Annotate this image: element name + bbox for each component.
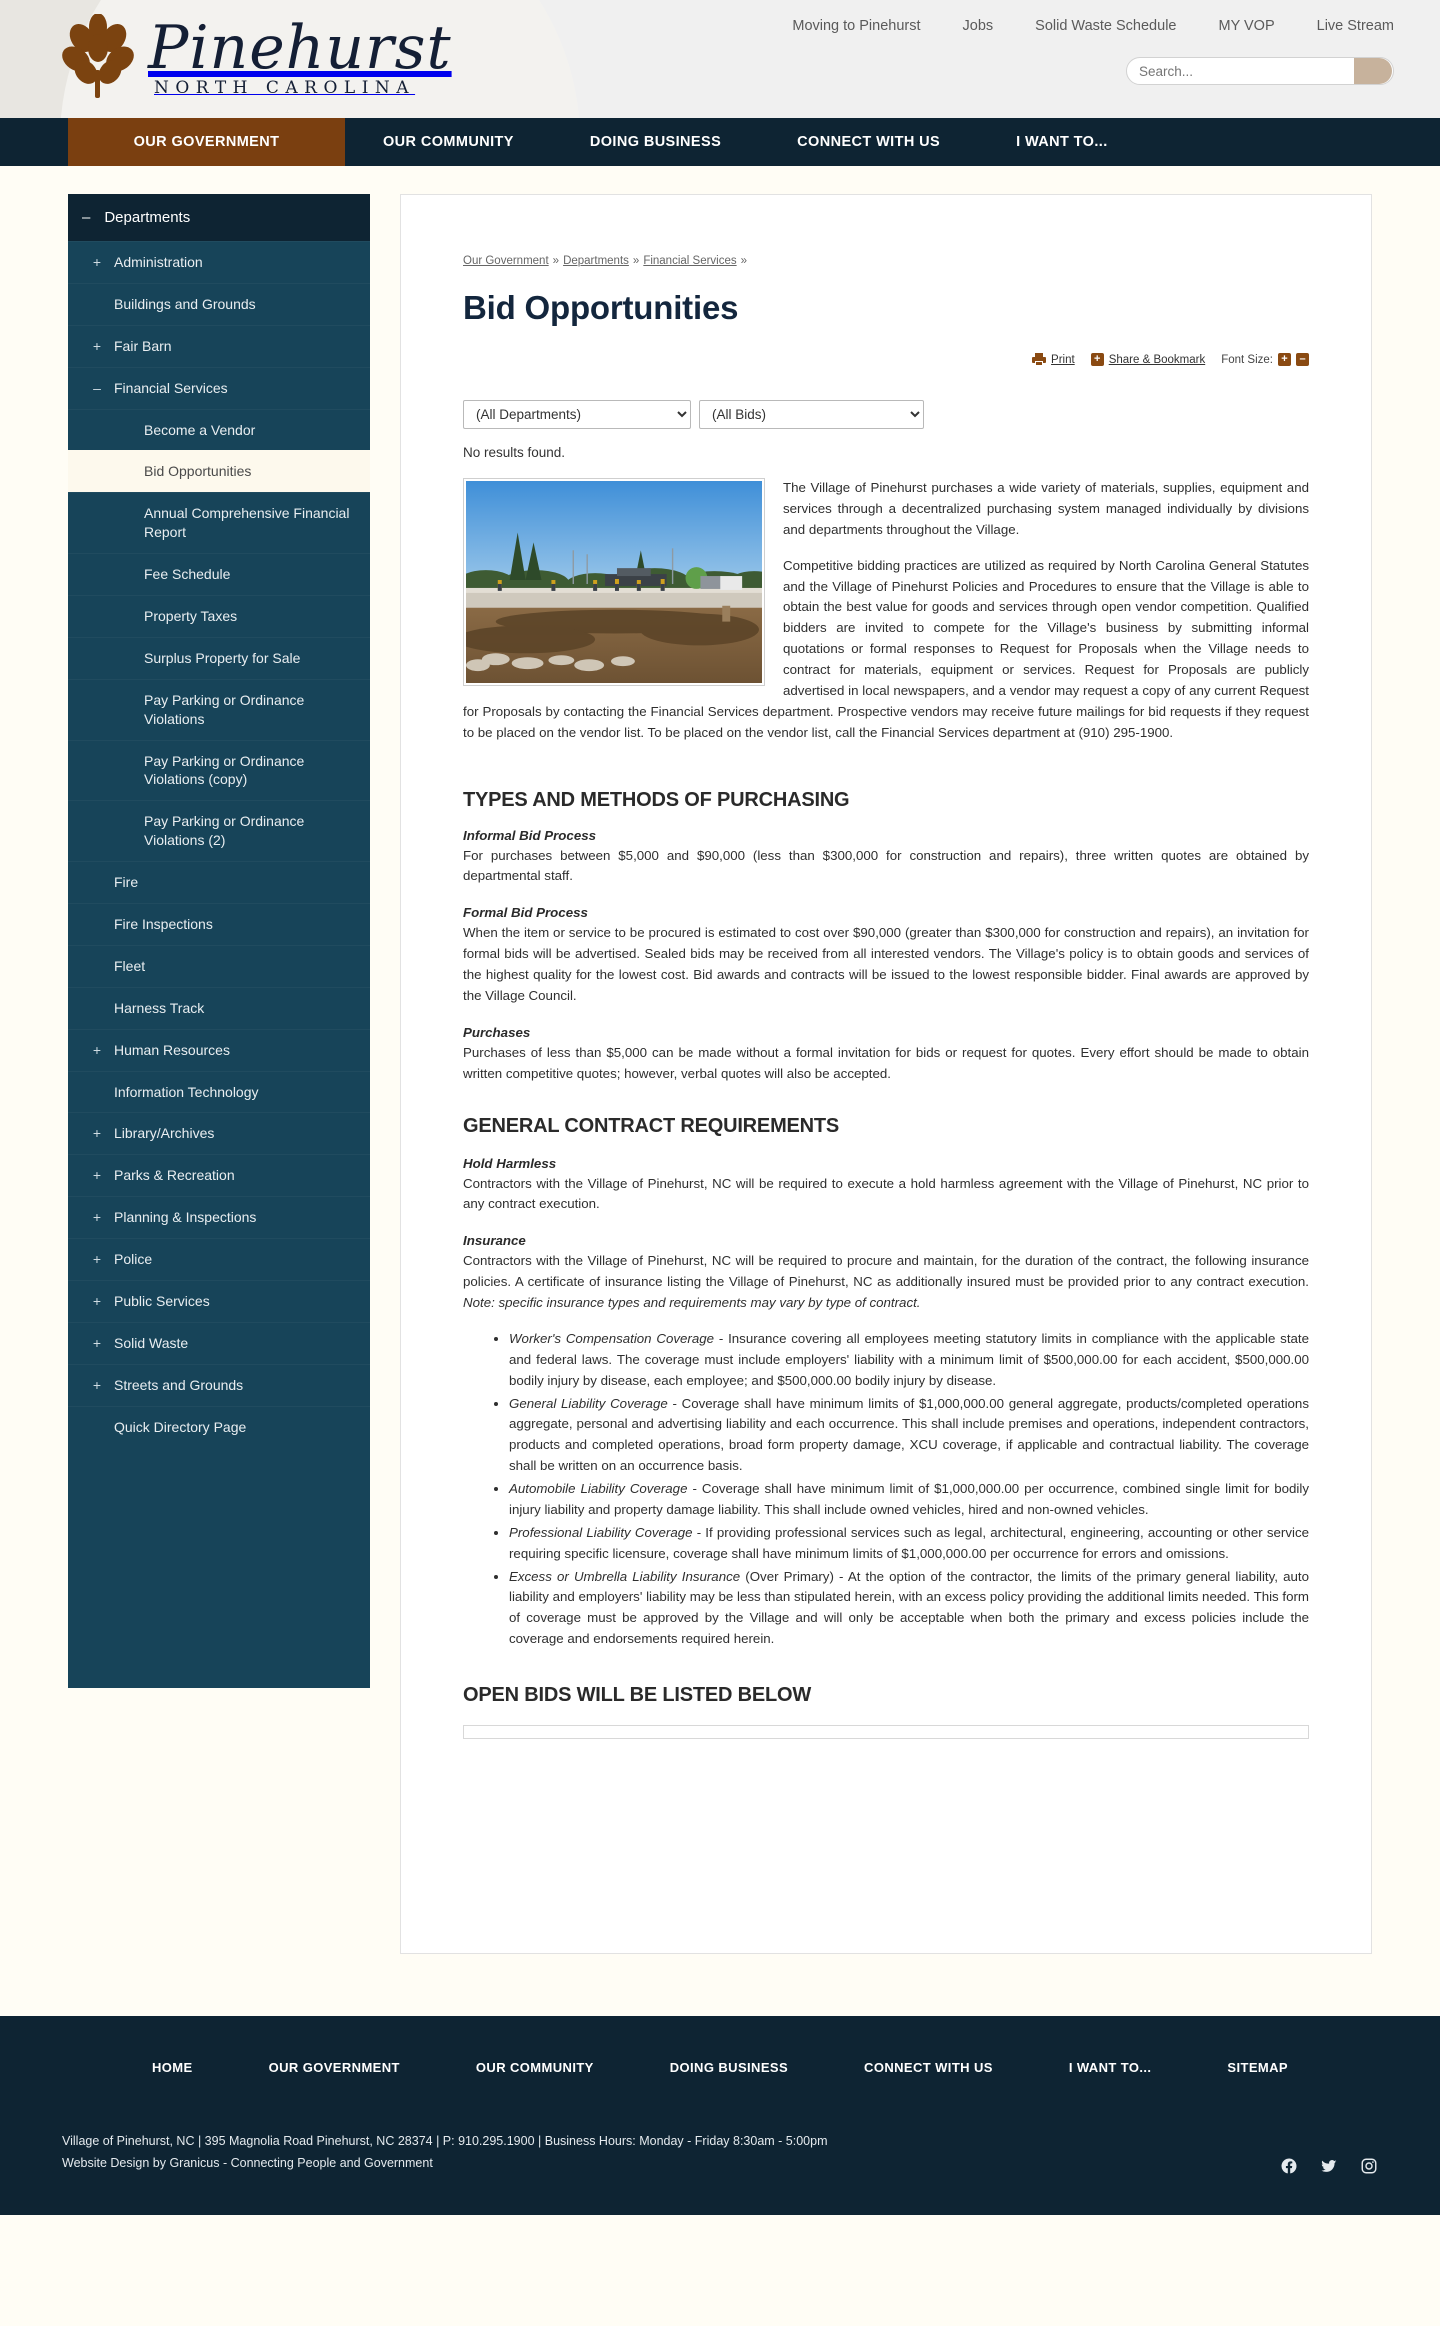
share-label[interactable]: Share & Bookmark: [1108, 353, 1206, 366]
footer-nav: [0, 2060, 1440, 2075]
search-button[interactable]: [1354, 58, 1392, 84]
sidebar-item-label: Planning & Inspections: [114, 1209, 257, 1226]
construction-site-photo: [463, 478, 765, 686]
expand-icon[interactable]: +: [92, 1293, 102, 1310]
sidebar-item-bid-opportunities[interactable]: [68, 450, 370, 492]
purchases-body: Purchases of less than $5,000 can be made without a formal invitation for bids or request for quotes. Every effort should be made to obtain written competitive quotes; however, verbal quotes will also be accepted.: [463, 1044, 1309, 1081]
sidebar-item-label: Parks & Recreation: [114, 1167, 235, 1184]
font-size-label: Font Size:: [1221, 353, 1273, 366]
sidebar-item-label: Information Technology: [114, 1083, 259, 1100]
sidebar-item-label: Annual Comprehensive Financial Report: [144, 505, 350, 541]
sidebar-item-label: Financial Services: [114, 379, 228, 396]
hold-harmless-title: Hold Harmless: [463, 1155, 557, 1171]
footer-nav-item-sitemap[interactable]: SITEMAP: [1227, 2060, 1288, 2075]
sidebar-item-label: Pay Parking or Ordinance Violations: [144, 691, 305, 727]
pinecone-icon: [62, 14, 136, 100]
print-action[interactable]: [1032, 353, 1075, 366]
footer-nav-item-doing-business[interactable]: DOING BUSINESS: [669, 2060, 789, 2075]
sidebar-item-label: Buildings and Grounds: [114, 295, 256, 312]
sidebar-item-streets-and-grounds[interactable]: [68, 1364, 370, 1406]
utility-nav-item-solid-waste[interactable]: Solid Waste Schedule: [1035, 18, 1177, 34]
sidebar-item-pay-parking-or-ordinance-violations-2[interactable]: [68, 800, 370, 861]
sidebar-item-become-a-vendor[interactable]: [68, 409, 370, 451]
main-nav: [0, 118, 1440, 166]
insurance-coverage-list: [463, 1329, 1309, 1650]
footer-nav-item-i-want-to[interactable]: I WANT TO...: [1068, 2060, 1152, 2075]
footer-gap: [0, 1954, 1440, 2016]
brand-state: NORTH CAROLINA: [154, 77, 416, 98]
twitter-icon[interactable]: [1320, 2157, 1338, 2175]
font-increase-button[interactable]: +: [1278, 353, 1291, 366]
footer-credit-line: Website Design by Granicus - Connecting People and Government: [62, 2155, 433, 2170]
facebook-icon[interactable]: [1280, 2157, 1298, 2175]
expand-icon[interactable]: +: [92, 1125, 102, 1142]
sidebar-item-label: Harness Track: [114, 999, 205, 1016]
sidebar-item-planning-inspections[interactable]: [68, 1196, 370, 1238]
sidebar-header-departments[interactable]: [68, 194, 370, 241]
coverage-term: Automobile Liability Coverage: [509, 1481, 688, 1496]
sidebar-item-pay-parking-or-ordinance-violations[interactable]: [68, 679, 370, 740]
expand-icon[interactable]: +: [92, 254, 102, 270]
sidebar-item-label: Public Services: [114, 1293, 210, 1310]
wordmark: [148, 12, 452, 98]
breadcrumb-separator: »: [552, 255, 560, 267]
main-nav-item-our-government[interactable]: OUR GOVERNMENT: [68, 118, 345, 166]
sidebar-item-library-archives[interactable]: [68, 1112, 370, 1154]
coverage-list-item: [509, 1567, 1309, 1651]
main-nav-item-i-want-to[interactable]: I WANT TO...: [1016, 134, 1108, 150]
instagram-icon[interactable]: [1360, 2157, 1378, 2175]
coverage-list-item: [509, 1329, 1309, 1392]
open-bids-section: [463, 1684, 1309, 1739]
sidebar-item-label: Fleet: [114, 957, 146, 974]
breadcrumb: [463, 255, 1309, 267]
breadcrumb-item-departments[interactable]: Departments: [563, 255, 629, 267]
coverage-text: (Over Primary) - At the option of the contractor, the limits of the primary general liability, auto liability and employers' liability may be less than stipulated herein, with an excess policy providing the additional limits needed. This form of coverage must be approved by the Village and will only be acceptable when both the primary and excess policies include the coverage and endorsements required herein.: [509, 1568, 1309, 1647]
sidebar-item-information-technology[interactable]: [68, 1071, 370, 1113]
page-title: Bid Opportunities: [463, 289, 739, 326]
bids-filter-select[interactable]: [699, 400, 924, 429]
main-nav-item-connect-with-us[interactable]: CONNECT WITH US: [797, 134, 941, 150]
page-toolbar: [463, 353, 1309, 366]
share-icon: +: [1091, 353, 1104, 366]
printer-icon: [1032, 353, 1046, 366]
sidebar-item-label: Library/Archives: [114, 1125, 215, 1142]
font-size-control: [1221, 353, 1309, 366]
footer: [0, 2016, 1440, 2215]
expand-icon[interactable]: +: [92, 1167, 102, 1184]
coverage-term: General Liability Coverage: [509, 1395, 668, 1411]
expand-icon[interactable]: +: [92, 1209, 102, 1226]
sidebar-item-label: Property Taxes: [144, 608, 238, 625]
sidebar-item-fire-inspections[interactable]: [68, 903, 370, 945]
expand-icon[interactable]: +: [92, 1251, 102, 1268]
purchasing-heading: TYPES AND METHODS OF PURCHASING: [463, 788, 850, 811]
collapse-icon[interactable]: –: [93, 379, 101, 396]
sidebar-item-buildings-and-grounds[interactable]: [68, 283, 370, 325]
utility-nav-item-moving[interactable]: Moving to Pinehurst: [792, 18, 921, 34]
expand-icon[interactable]: +: [92, 1041, 102, 1058]
sidebar-item-label: Pay Parking or Ordinance Violations (copy): [144, 752, 305, 788]
intro-paragraph-2: Competitive bidding practices are utilized as required by North Carolina General Statutes and the Village of Pinehurst Policies and Procedures to ensure that the Village is able to obtain the best value for goods and services through open vendor competition. Qualified bidders are invited to compete for the Village's business by submitting informal quotations or formal responses to Request for Proposals when the Village needs to contract for materials, equipment or services. Request for Proposals are publicly advertised in local newspapers, and a vendor may request a copy of any current Request for Proposals by contacting the Financial Services department. Prospective vendors may receive future mailings for bid requests if they request to be placed on the vendor list. To be placed on the vendor list, call the Financial Services department at (910) 295-1900.: [463, 557, 1309, 740]
footer-info: [0, 2131, 1440, 2215]
sidebar-item-fair-barn[interactable]: [68, 325, 370, 367]
no-results-message: No results found.: [463, 445, 566, 460]
sidebar-item-label: Streets and Grounds: [114, 1376, 244, 1393]
sidebar-item-label: Surplus Property for Sale: [144, 649, 301, 666]
sidebar-item-label: Fair Barn: [114, 337, 172, 354]
breadcrumb-separator: »: [632, 255, 640, 267]
breadcrumb-separator: »: [740, 255, 748, 267]
intro-paragraph-1: The Village of Pinehurst purchases a wide variety of materials, supplies, equipment and services through a decentralized purchasing system managed individually by divisions and departments throughout the Village.: [783, 480, 1309, 537]
social-links: [1280, 2157, 1378, 2175]
search-input[interactable]: [1127, 64, 1354, 79]
coverage-list-item: [509, 1479, 1309, 1521]
sidebar-item-label: Pay Parking or Ordinance Violations (2): [144, 813, 305, 849]
sidebar-item-solid-waste[interactable]: [68, 1322, 370, 1364]
print-label[interactable]: Print: [1051, 353, 1075, 366]
page-body: [0, 166, 1440, 1954]
sidebar-item-quick-directory-page[interactable]: [68, 1406, 370, 1448]
hold-harmless-body: Contractors with the Village of Pinehurst, NC will be required to execute a hold harmless agreement with the Village of Pinehurst, NC prior to any contract execution.: [463, 1175, 1309, 1212]
font-decrease-button[interactable]: –: [1296, 353, 1309, 366]
sidebar-item-administration[interactable]: [68, 241, 370, 283]
intro-section: [463, 478, 1309, 759]
sidebar-item-fire[interactable]: [68, 861, 370, 903]
coverage-text: - Insurance covering all employees meeting statutory limits in compliance with the applicable state and federal laws. The coverage must include employers' liability with a minimum limit of $500,000.00 for each accident, $500,000.00 bodily injury by disease, each employee; and $500,000.00 bodily injury by disease.: [509, 1330, 1309, 1388]
insurance-body-text: Contractors with the Village of Pinehurst, NC will be required to procure and maintain, for the duration of the contract, the following insurance policies. A certificate of insurance listing the Village of Pinehurst, NC as additionally insured must be provided prior to any contract execution.: [463, 1253, 1309, 1290]
breadcrumb-item-financial-services[interactable]: Financial Services: [643, 255, 737, 267]
sidebar-item-parks-recreation[interactable]: [68, 1154, 370, 1196]
expand-icon[interactable]: +: [92, 337, 102, 354]
footer-nav-item-our-community[interactable]: OUR COMMUNITY: [475, 2060, 594, 2075]
sidebar-item-label: Administration: [114, 254, 203, 270]
sidebar-item-label: Police: [114, 1251, 153, 1268]
share-bookmark-action[interactable]: [1091, 353, 1206, 366]
footer-nav-item-connect-with-us[interactable]: CONNECT WITH US: [864, 2060, 993, 2075]
open-bids-empty-bar: [463, 1725, 1309, 1739]
coverage-term: Excess or Umbrella Liability Insurance: [509, 1568, 741, 1584]
expand-icon[interactable]: +: [92, 1334, 102, 1351]
sidebar-item-annual-comprehensive-financial-report[interactable]: [68, 492, 370, 553]
coverage-text: - Coverage shall have minimum limit of $1,000,000.00 per occurrence, combined single limit for bodily injury liability and property damage liability. This shall include owned vehicles, hired and non-owned vehicles.: [509, 1481, 1309, 1517]
header-band: [0, 0, 1440, 118]
sidebar-item-police[interactable]: [68, 1238, 370, 1280]
contract-requirements-heading: GENERAL CONTRACT REQUIREMENTS: [463, 1114, 840, 1137]
footer-nav-item-home[interactable]: HOME: [152, 2060, 193, 2075]
site-logo[interactable]: [62, 14, 452, 100]
department-filter-select[interactable]: [463, 400, 691, 429]
sidebar-header-label: Departments: [104, 209, 191, 226]
utility-nav-item-live-stream[interactable]: Live Stream: [1316, 18, 1394, 34]
sidebar-item-surplus-property-for-sale[interactable]: [68, 637, 370, 679]
breadcrumb-item-our-government[interactable]: Our Government: [463, 255, 549, 267]
sidebar-item-label: Fire Inspections: [114, 916, 213, 933]
sidebar-item-label: Fee Schedule: [144, 566, 231, 583]
sidebar-item-harness-track[interactable]: [68, 987, 370, 1029]
collapse-icon[interactable]: –: [82, 209, 91, 226]
insurance-body: [463, 1251, 1309, 1314]
sidebar-item-label: Fire: [114, 874, 139, 891]
sidebar-item-financial-services[interactable]: [68, 367, 370, 409]
sidebar-item-human-resources[interactable]: [68, 1029, 370, 1071]
sidebar-item-label: Quick Directory Page: [114, 1418, 247, 1435]
sidebar-nav-list: [68, 241, 370, 1448]
sidebar-item-fee-schedule[interactable]: [68, 553, 370, 595]
formal-bid-body: When the item or service to be procured is estimated to cost over $90,000 (greater than $300,000 for construction and repairs), an invitation for formal bids will be advertised. Sealed bids may be received from all interested vendors. The Village's policy is to obtain goods and services of the highest quality for the lowest cost. Bid awards and contracts will be issued to the lowest responsible bidder. Final awards are approved by the Village Council.: [463, 925, 1309, 1003]
coverage-text: - If providing professional services such as legal, architectural, engineering, accounting or other service requiring specific licensure, coverage shall have minimum limits of $1,000,000.00 per occurrence for errors and omissions.: [509, 1524, 1309, 1561]
utility-nav-item-my-vop[interactable]: MY VOP: [1218, 18, 1275, 34]
sidebar-item-label: Bid Opportunities: [144, 463, 252, 480]
search-box: [1126, 57, 1394, 85]
purchases-title: Purchases: [463, 1024, 531, 1040]
page-bottom-spacer: [0, 2215, 1440, 2307]
coverage-list-item: [509, 1394, 1309, 1478]
brand-name: Pinehurst: [148, 12, 452, 83]
insurance-body-note: Note: specific insurance types and requirements may vary by type of contract.: [463, 1295, 921, 1310]
sidebar: [68, 194, 370, 1688]
coverage-text: - Coverage shall have minimum limits of $1,000,000.00 general aggregate, products/completed operations aggregate, personal and advertising liability and each occurrence. This shall include premises and operations, independent contractors, products and completed operations, broad form property damage, XCU coverage, if applicable and contractual liability. The coverage shall be written on an occurrence basis.: [509, 1395, 1309, 1474]
sidebar-item-property-taxes[interactable]: [68, 595, 370, 637]
bid-filters: [463, 400, 1309, 429]
sidebar-item-fleet[interactable]: [68, 945, 370, 987]
footer-nav-item-our-government[interactable]: OUR GOVERNMENT: [268, 2060, 400, 2075]
sidebar-item-label: Become a Vendor: [144, 421, 256, 438]
sidebar-item-public-services[interactable]: [68, 1280, 370, 1322]
footer-address-line: Village of Pinehurst, NC | 395 Magnolia Road Pinehurst, NC 28374 | P: 910.295.1900 | Business Hours: Monday - Friday 8:30am - 5:00pm: [62, 2134, 828, 2148]
informal-bid-body: For purchases between $5,000 and $90,000 (less than $300,000 for construction and repairs), three written quotes are obtained by departmental staff.: [463, 847, 1309, 884]
coverage-term: Worker's Compensation Coverage: [509, 1330, 715, 1346]
utility-nav-item-jobs[interactable]: Jobs: [962, 18, 994, 34]
formal-bid-title: Formal Bid Process: [463, 905, 588, 921]
informal-bid-title: Informal Bid Process: [463, 827, 597, 843]
open-bids-heading: OPEN BIDS WILL BE LISTED BELOW: [463, 1684, 812, 1706]
utility-nav: [792, 18, 1394, 34]
coverage-list-item: [509, 1523, 1309, 1565]
main-nav-item-doing-business[interactable]: DOING BUSINESS: [589, 134, 722, 150]
sidebar-item-pay-parking-or-ordinance-violations-copy[interactable]: [68, 740, 370, 801]
expand-icon[interactable]: +: [92, 1376, 102, 1393]
coverage-term: Professional Liability Coverage: [509, 1524, 693, 1540]
insurance-title: Insurance: [463, 1233, 526, 1249]
main-nav-item-our-community[interactable]: OUR COMMUNITY: [383, 134, 514, 150]
sidebar-item-label: Human Resources: [114, 1041, 230, 1058]
sidebar-item-label: Solid Waste: [114, 1334, 189, 1351]
main-content: [400, 194, 1372, 1954]
